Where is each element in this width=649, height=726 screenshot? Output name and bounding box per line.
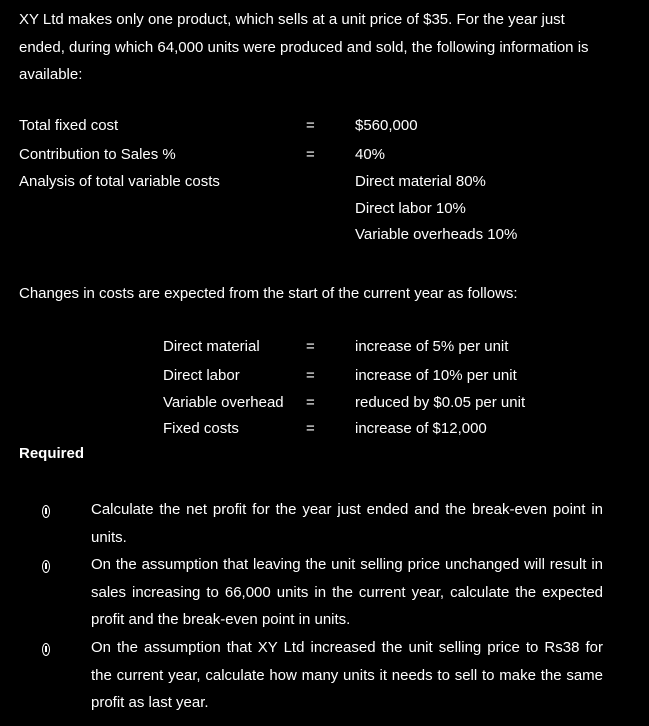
info-value-contribution: 40%	[355, 146, 386, 163]
info-value-total-fixed-cost: $560,000	[355, 117, 418, 134]
change-item-fixed-costs: Fixed costs	[163, 420, 239, 437]
changes-heading: Changes in costs are expected from the start of the current year as follows:	[19, 285, 518, 302]
requirement-item: On the assumption that XY Ltd increased the unit selling price to Rs38 for the current year, calculate how many units it needs to sell to make the same profit as last year.	[91, 639, 603, 711]
required-heading: Required	[19, 445, 85, 462]
intro-paragraph: XY Ltd makes only one product, which sells at a unit price of $35. For the year just ended, during which 64,000 units were produced and sold, the following information is available:	[19, 11, 589, 83]
change-value-direct-labor: increase of 10% per unit	[355, 367, 517, 384]
list-marker-icon	[42, 643, 50, 656]
info-label-contribution: Contribution to Sales %	[19, 146, 176, 163]
change-sep: =	[306, 394, 315, 411]
info-sep: =	[306, 117, 315, 134]
change-value-direct-material: increase of 5% per unit	[355, 338, 509, 355]
change-item-direct-labor: Direct labor	[163, 367, 240, 384]
info-label-variable-costs: Analysis of total variable costs	[19, 173, 220, 190]
change-value-variable-overhead: reduced by $0.05 per unit	[355, 394, 526, 411]
requirement-item: On the assumption that leaving the unit selling price unchanged will result in sales increasing to 66,000 units in the current year, calculate the expected profit and the break-even point in units.	[91, 556, 603, 628]
info-sep: =	[306, 146, 315, 163]
info-label-total-fixed-cost: Total fixed cost	[19, 117, 119, 134]
list-marker-icon	[42, 505, 50, 518]
change-item-direct-material: Direct material	[163, 338, 260, 355]
change-value-fixed-costs: increase of $12,000	[355, 420, 487, 437]
change-item-variable-overhead: Variable overhead	[163, 394, 284, 411]
change-sep: =	[306, 338, 315, 355]
requirement-item: Calculate the net profit for the year just ended and the break-even point in units.	[91, 501, 603, 546]
info-value-variable-overheads: Variable overheads 10%	[355, 226, 518, 243]
info-value-direct-material: Direct material 80%	[355, 173, 486, 190]
change-sep: =	[306, 367, 315, 384]
info-value-direct-labor: Direct labor 10%	[355, 200, 466, 217]
change-sep: =	[306, 420, 315, 437]
list-marker-icon	[42, 560, 50, 573]
